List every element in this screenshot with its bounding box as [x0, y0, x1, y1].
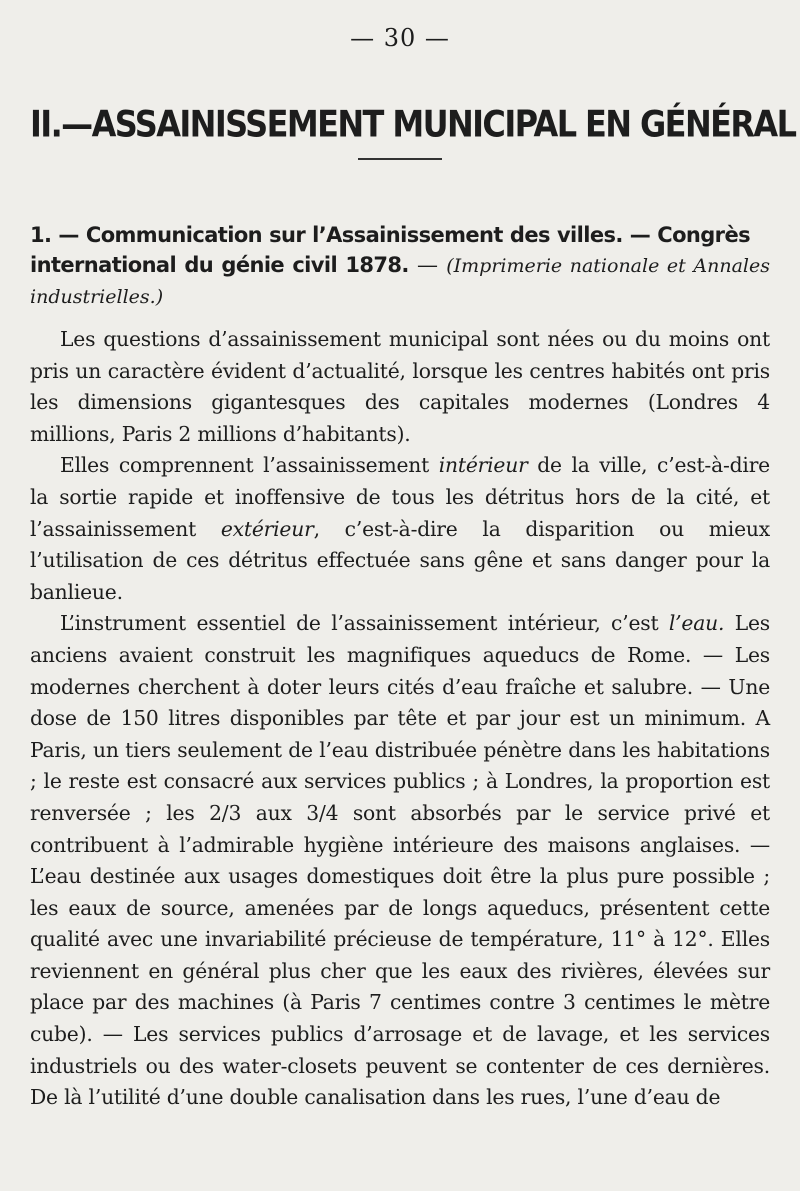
- entry-title-part2: international du génie civil 1878.: [30, 253, 409, 277]
- paragraph-1-text: Les questions d’assainissement municipal sont nées ou du moins ont pris un caractère évident d’actualité, lorsque les centres habités ont pris les dimensions gigantesques des capitales modernes (Londres 4 millions, Paris 2 millions d’habitants).: [30, 327, 770, 446]
- entry-source: (Imprimerie nationale et Annales industrielles.): [30, 255, 770, 308]
- paragraph-2-em2: extérieur: [220, 516, 314, 541]
- bibliographic-entry: [30, 220, 770, 312]
- entry-separator: —: [408, 253, 447, 277]
- paragraph-3-em1: l’eau.: [668, 611, 725, 636]
- title-divider: [358, 158, 442, 160]
- paragraph-3: [30, 608, 770, 1114]
- page-number: — 30 —: [350, 24, 450, 52]
- paragraph-2-em1: intérieur: [438, 453, 528, 478]
- paragraph-3-part2: Les anciens avaient construit les magnifiques aqueducs de Rome. — Les modernes cherchent à doter leurs cités d’eau fraîche et salubre. — Une dose de 150 litres disponibles par tête et par jour est un minimum. A Paris, un tiers seulement de l’eau distribuée pénètre dans les habitations ; le reste est consacré aux services publics ; à Londres, la proportion est renversée ; les 2/3 aux 3/4 sont absorbés par le service privé et contribuent à l’admirable hygiène intérieure des maisons anglaises. — L’eau destinée aux usages domestiques doit être la plus pure possible ; les eaux de source, amenées par de longs aqueducs, présentent cette qualité avec une invariabilité précieuse de température, 11° à 12°. Elles reviennent en général plus cher que les eaux des rivières, élevées sur place par des machines (à Paris 7 centimes contre 3 centimes le mètre cube). — Les services publics d’arrosage et de lavage, et les services industriels ou des water-closets peuvent se contenter de ces dernières. De là l’utilité d’une double canalisation dans les rues, l’une d’eau de: [30, 611, 770, 1110]
- paragraph-2-part2: de la ville, c’est-à-dire la sortie rapide et inoffensive de tous les détritus hors de la cité, et l’assainissement: [30, 453, 770, 541]
- entry-title-part1: — Communication sur l’Assainissement des villes. — Congrès: [58, 223, 750, 247]
- paragraph-3-part1: L’instrument essentiel de l’assainissement intérieur, c’est: [60, 611, 669, 636]
- section-title: II.—ASSAINISSEMENT MUNICIPAL EN GÉNÉRAL: [30, 102, 796, 146]
- entry-number: 1.: [30, 223, 52, 247]
- paragraph-2-part1: Elles comprennent l’assainissement: [60, 453, 439, 478]
- paragraph-2-part3: , c’est-à-dire la disparition ou mieux l’utilisation de ces détritus effectuée sans gêne et sans danger pour la banlieue.: [30, 516, 770, 604]
- paragraph-1: [30, 324, 770, 450]
- paragraph-2: [30, 450, 770, 608]
